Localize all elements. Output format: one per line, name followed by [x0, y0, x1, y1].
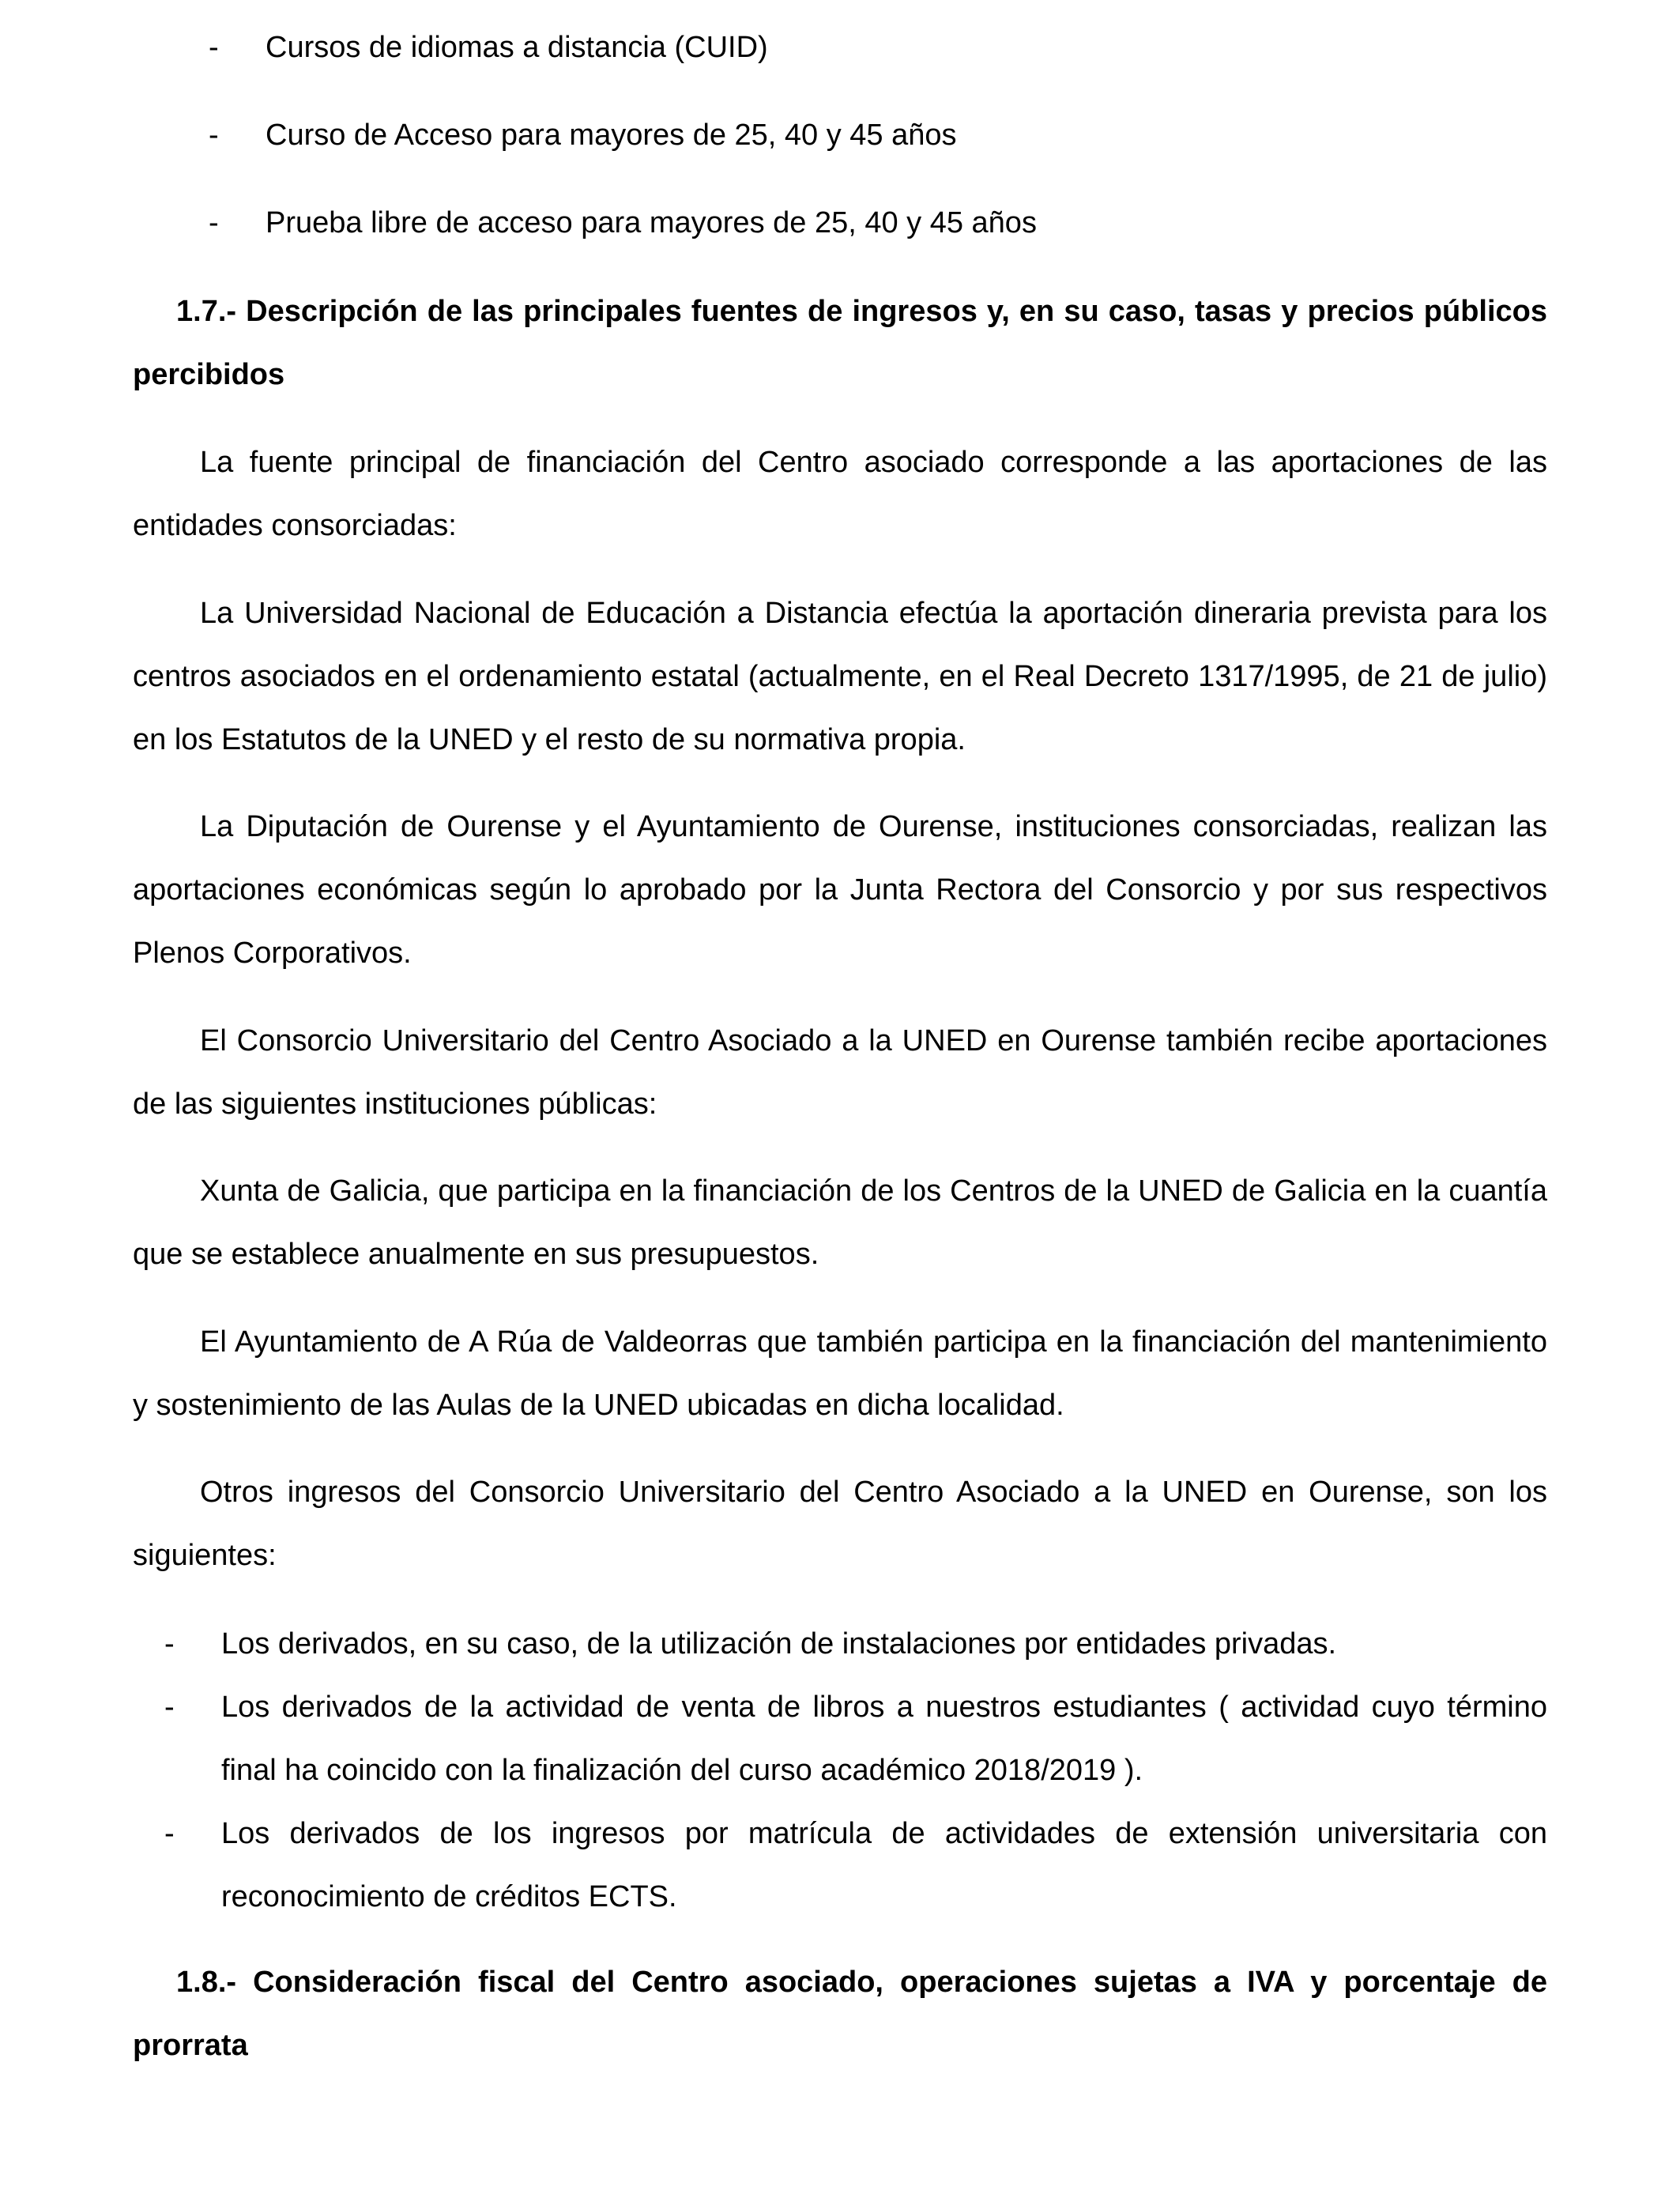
paragraph-text: Otros ingresos del Consorcio Universitario del Centro Asociado a la UNED en Ourense, son los siguientes: [133, 1476, 1547, 1572]
list-item-cuid: Cursos de idiomas a distancia (CUID) [266, 31, 768, 64]
list-dash: - [164, 1817, 175, 1850]
paragraph [133, 795, 1547, 985]
paragraph [133, 431, 1547, 557]
list-dash: - [164, 1627, 175, 1661]
list-item-text: Los derivados, en su caso, de la utilización de instalaciones por entidades privadas. [221, 1627, 1337, 1661]
paragraph [133, 1310, 1547, 1437]
paragraph-text: El Ayuntamiento de A Rúa de Valdeorras que también participa en la financiación del mantenimiento y sostenimiento de las Aulas de la UNED ubicadas en dicha localidad. [133, 1325, 1547, 1422]
heading-line: 1.7.- Descripción de las principales fuentes de ingresos y, en su caso, tasas y precios públicos [176, 295, 1547, 328]
paragraph [133, 1159, 1547, 1286]
income-bullet-list [164, 1612, 1547, 1928]
list-dash: - [164, 1691, 175, 1724]
list-dash: - [209, 206, 219, 239]
heading-line: 1.8.- Consideración fiscal del Centro asociado, operaciones sujetas a IVA y porcentaje de [176, 1966, 1547, 1999]
paragraph-text: La fuente principal de financiación del Centro asociado corresponde a las aportaciones de las entidades consorciadas: [133, 446, 1547, 542]
list-item [164, 1676, 1547, 1802]
list-item-curso-acceso: Curso de Acceso para mayores de 25, 40 y 45 años [266, 119, 957, 152]
list-dash: - [209, 119, 219, 152]
section-heading-1-7 [133, 280, 1547, 406]
heading-line: prorrata [133, 2029, 248, 2062]
paragraph-text: El Consorcio Universitario del Centro Asociado a la UNED en Ourense también recibe aportaciones de las siguientes instituciones públicas: [133, 1024, 1547, 1121]
paragraph-text: La Universidad Nacional de Educación a Distancia efectúa la aportación dineraria prevista para los centros asociados en el ordenamiento estatal (actualmente, en el Real Decreto 1317/1995, de 21 de julio) en los Estatutos de la UNED y el resto de su normativa propia. [133, 597, 1547, 756]
paragraph [133, 582, 1547, 771]
section-heading-1-8 [133, 1951, 1547, 2077]
list-item [164, 1802, 1547, 1928]
heading-line: percibidos [133, 358, 285, 391]
list-item-text: Los derivados de los ingresos por matrícula de actividades de extensión universitaria con reconocimiento de créditos ECTS. [221, 1817, 1547, 1913]
paragraph [133, 1461, 1547, 1587]
paragraph-text: La Diputación de Ourense y el Ayuntamiento de Ourense, instituciones consorciadas, realizan las aportaciones económicas según lo aprobado por la Junta Rectora del Consorcio y por sus respectivos Plenos Corporativos. [133, 810, 1547, 970]
paragraph-text: Xunta de Galicia, que participa en la financiación de los Centros de la UNED de Galicia en la cuantía que se establece anualmente en sus presupuestos. [133, 1174, 1547, 1271]
list-item [164, 1612, 1547, 1676]
list-dash: - [209, 31, 219, 64]
list-item-text: Los derivados de la actividad de venta de libros a nuestros estudiantes ( actividad cuyo término final ha coincido con la finalización del curso académico 2018/2019 ). [221, 1691, 1547, 1787]
paragraph [133, 1009, 1547, 1136]
list-item-prueba-libre: Prueba libre de acceso para mayores de 25, 40 y 45 años [266, 206, 1037, 239]
